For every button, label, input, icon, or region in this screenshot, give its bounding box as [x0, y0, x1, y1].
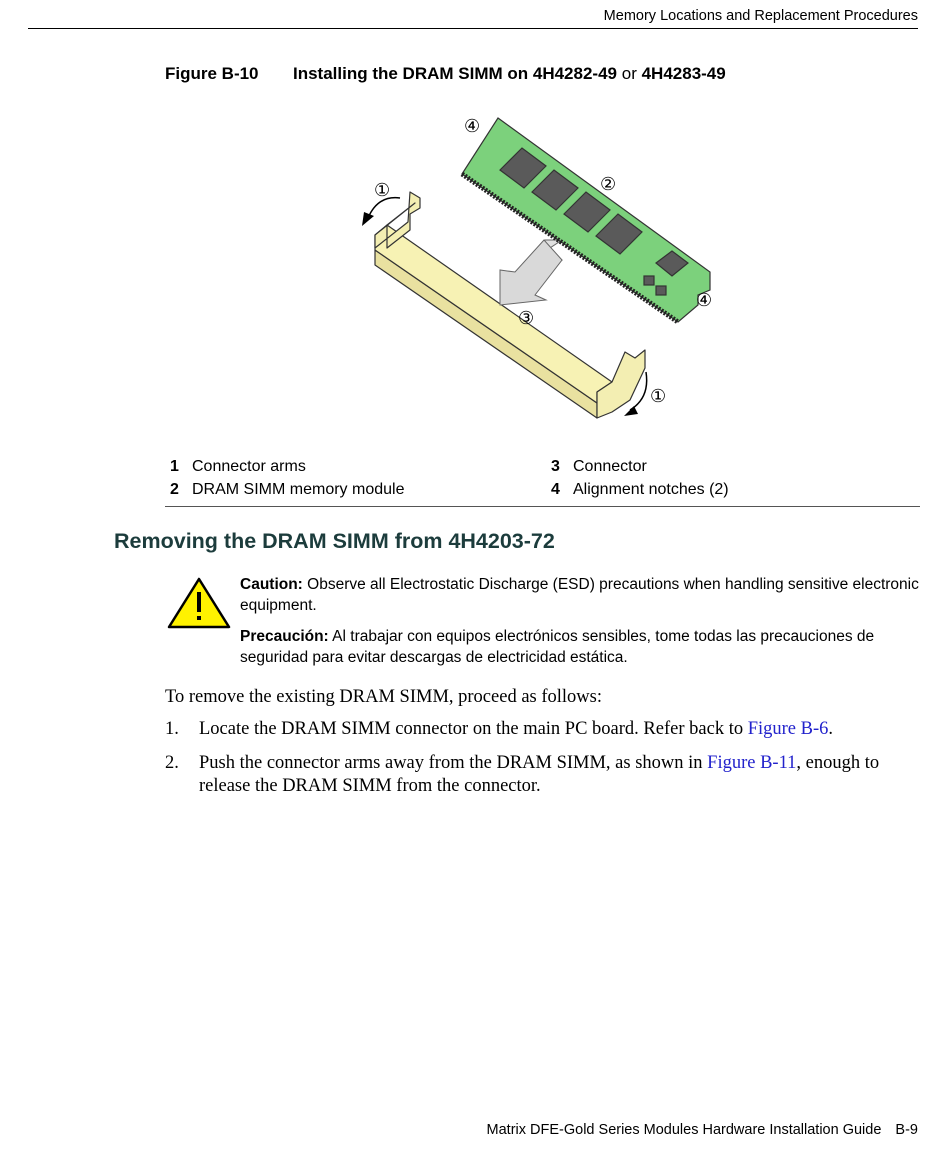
legend-number: 2	[170, 481, 179, 498]
simm-small-part-2	[656, 286, 666, 295]
step-text	[199, 752, 905, 798]
caution-text: Observe all Electrostatic Discharge (ESD) precautions when handling sensitive electronic equipment.	[240, 576, 919, 614]
arm-rotation-arrowhead-top	[362, 212, 374, 226]
callout-arm-top: ①	[374, 180, 391, 201]
step-text-after: .	[828, 719, 834, 739]
legend-item	[551, 481, 729, 499]
step-number: 2.	[165, 753, 179, 773]
callout-notch-top: ④	[464, 116, 481, 137]
step-text	[199, 718, 905, 741]
callout-notch-bottom: ④	[696, 290, 713, 311]
intro-paragraph: To remove the existing DRAM SIMM, proceed as follows:	[165, 687, 602, 707]
header-rule	[28, 28, 918, 29]
legend-label: Alignment notches (2)	[573, 481, 729, 498]
figure-b11-link[interactable]: Figure B-11	[707, 753, 797, 773]
legend-number: 4	[551, 481, 560, 498]
insertion-arrow-body	[500, 240, 562, 305]
dram-simm-module	[462, 118, 713, 322]
simm-small-part-1	[644, 276, 654, 285]
legend-rule	[165, 506, 920, 507]
step-text-before: Push the connector arms away from the DRAM SIMM, as shown in	[199, 753, 708, 773]
figure-b6-link[interactable]: Figure B-6	[747, 719, 829, 739]
running-footer	[487, 1122, 918, 1138]
legend-item	[551, 458, 647, 476]
caution-note-spanish	[240, 626, 930, 668]
step-text-after: , enough to release the DRAM SIMM from the connector.	[199, 753, 880, 796]
legend-item	[170, 481, 404, 499]
legend-label: Connector	[573, 458, 647, 475]
legend-number: 3	[551, 458, 560, 475]
procedure-step	[165, 718, 905, 741]
warning-triangle-icon	[166, 576, 232, 630]
section-heading: Removing the DRAM SIMM from 4H4203-72	[114, 529, 555, 553]
callout-module: ②	[600, 174, 617, 195]
procedure-step	[165, 752, 905, 798]
figure-title	[165, 64, 726, 84]
figure-title-text-2: 4H4283-49	[641, 64, 726, 83]
page-number: B-9	[895, 1122, 918, 1138]
legend-number: 1	[170, 458, 179, 475]
step-number: 1.	[165, 719, 179, 739]
caution-label: Caution:	[240, 576, 303, 593]
legend-label: DRAM SIMM memory module	[192, 481, 405, 498]
callout-arm-bottom: ①	[650, 386, 667, 407]
arm-rotation-arrowhead-bottom	[624, 406, 638, 416]
simm-installation-illustration	[300, 100, 760, 430]
footer-guide-title: Matrix DFE-Gold Series Modules Hardware Installation Guide	[486, 1122, 882, 1138]
figure-title-or: or	[621, 64, 637, 83]
legend-label: Connector arms	[192, 458, 306, 475]
step-text-before: Locate the DRAM SIMM connector on the main PC board. Refer back to	[199, 719, 748, 739]
figure-number: Figure B-10	[165, 64, 259, 83]
legend-item	[170, 458, 306, 476]
running-header: Memory Locations and Replacement Procedures	[603, 8, 918, 24]
caution-text-spanish: Al trabajar con equipos electrónicos sensibles, tome todas las precauciones de seguridad para evitar descargas de electricidad estática.	[240, 628, 875, 666]
caution-note	[240, 574, 930, 616]
caution-label-spanish: Precaución:	[240, 628, 329, 645]
callout-connector: ③	[518, 308, 535, 329]
connector-bottom-face	[375, 250, 597, 418]
figure-title-text: Installing the DRAM SIMM on 4H4282-49	[293, 64, 617, 83]
